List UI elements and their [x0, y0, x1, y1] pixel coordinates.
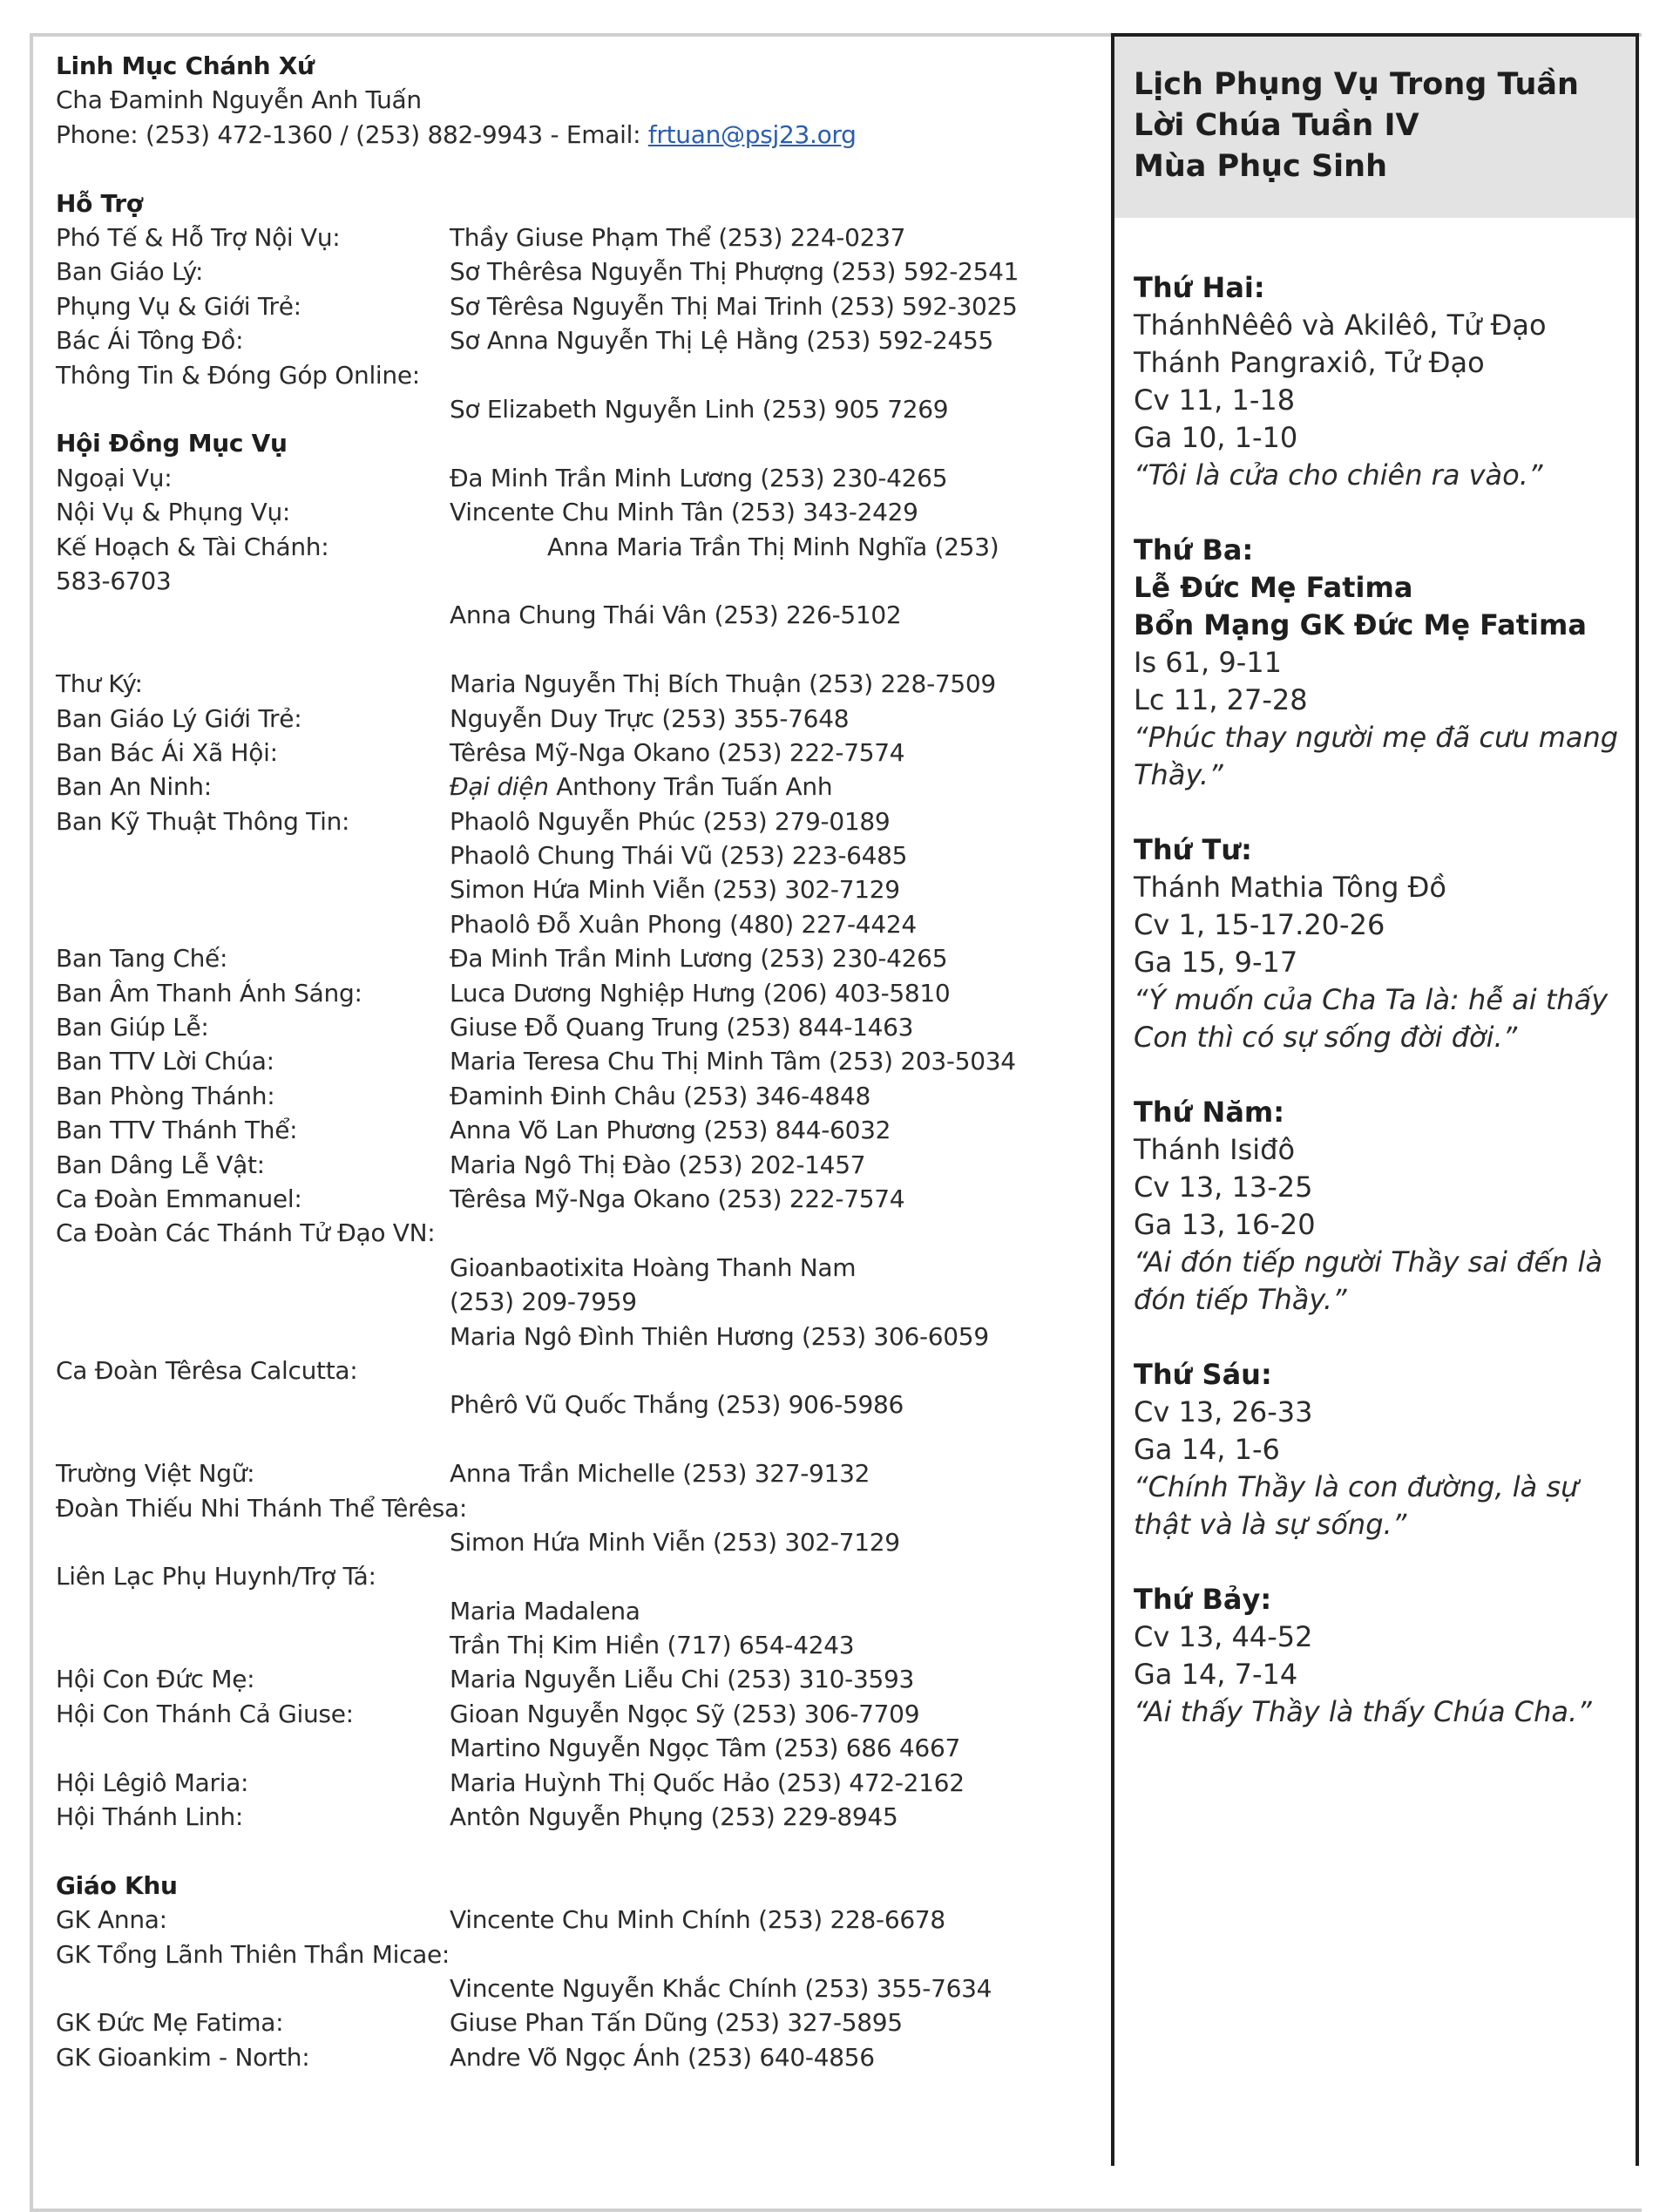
- reading-line: Cv 13, 44-52: [1134, 1620, 1313, 1653]
- council-list: [56, 461, 1101, 530]
- gospel-quote: “Tôi là cửa cho chiên ra vào.”: [1134, 458, 1543, 492]
- reading-line: Ga 13, 16-20: [1134, 1208, 1316, 1241]
- row-label: Hội Con Đức Mẹ:: [56, 1665, 255, 1694]
- row-value: Anna Trần Michelle (253) 327-9132: [450, 1459, 870, 1489]
- support-heading: Hỗ Trợ: [56, 188, 143, 218]
- row-label: Ban Kỹ Thuật Thông Tin:: [56, 806, 350, 836]
- directory-row: [56, 1903, 1101, 1937]
- row-value: Maria Nguyễn Liễu Chi (253) 310-3593: [450, 1665, 914, 1694]
- representative-prefix: Đại diện: [450, 772, 549, 802]
- row-value: Sơ Thêrêsa Nguyễn Thị Phượng (253) 592-2541: [450, 257, 1019, 287]
- liturgy-title-line: Lịch Phụng Vụ Trong Tuần: [1134, 67, 1579, 102]
- row-label: Hội Lêgiô Maria:: [56, 1768, 249, 1797]
- directory-row: [56, 1148, 1101, 1182]
- directory-row: [56, 1800, 1101, 1834]
- reading-line: Thánh Mathia Tông Đồ: [1134, 871, 1446, 904]
- row-label: GK Anna:: [56, 1905, 167, 1935]
- gospel-quote: Con thì có sự sống đời đời.”: [1134, 1021, 1518, 1054]
- directory-row: [56, 289, 1101, 323]
- row-label: Ban TTV Lời Chúa:: [56, 1047, 274, 1076]
- directory-row: [56, 1937, 1101, 1971]
- row-label: Ban Bác Ái Xã Hội:: [56, 737, 278, 767]
- organization-list: [56, 1456, 1101, 1834]
- directory-row: [56, 1491, 1101, 1525]
- directory-row: [56, 2005, 1101, 2039]
- row-label: Ca Đoàn Các Thánh Tử Đạo VN:: [56, 1218, 436, 1248]
- row-value: Sơ Elizabeth Nguyễn Linh (253) 905 7269: [450, 394, 949, 424]
- row-value: Vincente Chu Minh Chính (253) 228-6678: [450, 1905, 945, 1935]
- row-label: Thông Tin & Đóng Góp Online:: [56, 360, 420, 390]
- row-label: Ban Tang Chế:: [56, 944, 228, 974]
- directory-row: [56, 1559, 1101, 1593]
- row-label: GK Gioankim - North:: [56, 2042, 310, 2072]
- row-label: Ngoại Vụ:: [56, 463, 173, 492]
- liturgy-day: [1134, 532, 1626, 794]
- reading-line: ThánhNêêô và Akilêô, Tử Đạo: [1134, 309, 1547, 342]
- liturgy-days: [1134, 269, 1626, 1768]
- row-value: Giuse Đỗ Quang Trung (253) 844-1463: [450, 1013, 914, 1042]
- row-label: Bác Ái Tông Đồ:: [56, 326, 244, 356]
- liturgy-day: [1134, 269, 1626, 494]
- row-label: Trường Việt Ngữ:: [56, 1459, 255, 1489]
- directory-row: [56, 1697, 1101, 1731]
- directory-row: [56, 736, 1101, 770]
- liturgy-title-line: Mùa Phục Sinh: [1134, 149, 1388, 184]
- directory-row: [56, 530, 1101, 564]
- reading-line: Ga 14, 7-14: [1134, 1658, 1298, 1691]
- row-label: Thư Ký:: [56, 669, 143, 699]
- row-value: Anna Chung Thái Vân (253) 226-5102: [450, 600, 902, 630]
- row-value: Thầy Giuse Phạm Thể (253) 224-0237: [450, 223, 906, 253]
- row-label: GK Đức Mẹ Fatima:: [56, 2008, 284, 2038]
- directory-row: [56, 323, 1101, 357]
- day-name: Thứ Tư:: [1134, 833, 1252, 866]
- row-value: Simon Hứa Minh Viễn (253) 302-7129: [450, 1527, 900, 1557]
- directory-row: [56, 1010, 1101, 1044]
- parish-directory: [56, 49, 1101, 2074]
- gospel-quote: “Ý muốn của Cha Ta là: hễ ai thấy: [1134, 983, 1609, 1016]
- row-label: Ban Giúp Lễ:: [56, 1013, 209, 1042]
- day-name: Thứ Sáu:: [1134, 1358, 1272, 1391]
- row-value: Anna Võ Lan Phương (253) 844-6032: [450, 1116, 891, 1145]
- directory-row: [56, 358, 1101, 392]
- row-label: Ban Giáo Lý:: [56, 257, 204, 287]
- support-list: [56, 221, 1101, 426]
- liturgy-day: [1134, 1581, 1626, 1731]
- directory-row: [56, 598, 1101, 632]
- directory-row: [56, 1251, 1101, 1285]
- row-value: Antôn Nguyễn Phụng (253) 229-8945: [450, 1802, 898, 1832]
- pastor-contact: [56, 118, 1101, 152]
- row-label: Ban An Ninh:: [56, 772, 212, 802]
- row-label: Phụng Vụ & Giới Trẻ:: [56, 291, 301, 321]
- directory-row: [56, 941, 1101, 975]
- row-value: Phaolô Đỗ Xuân Phong (480) 227-4424: [450, 909, 917, 939]
- row-label: Nội Vụ & Phụng Vụ:: [56, 498, 291, 527]
- row-label: Kế Hoạch & Tài Chánh:: [56, 532, 329, 561]
- directory-row: [56, 872, 1101, 906]
- row-value: Maria Nguyễn Thị Bích Thuận (253) 228-7509: [450, 669, 996, 699]
- zone-list: [56, 1903, 1101, 2074]
- pastor-phones: Phone: (253) 472-1360 / (253) 882-9943 - Email:: [56, 119, 648, 149]
- gospel-quote: Thầy.”: [1134, 758, 1223, 791]
- reading-line: Ga 15, 9-17: [1134, 946, 1298, 979]
- directory-row: [56, 976, 1101, 1010]
- pastor-email-link[interactable]: frtuan@psj23.org: [647, 119, 857, 149]
- directory-row: [56, 907, 1101, 941]
- directory-row: [56, 1971, 1101, 2005]
- directory-row: [56, 702, 1101, 736]
- directory-row: [56, 770, 1101, 804]
- directory-row: [56, 1594, 1101, 1628]
- row-value: Sơ Anna Nguyễn Thị Lệ Hằng (253) 592-2455: [450, 326, 994, 356]
- gospel-quote: “Chính Thầy là con đường, là sự: [1134, 1470, 1579, 1503]
- row-label: Liên Lạc Phụ Huynh/Trợ Tá:: [56, 1562, 376, 1591]
- pastor-name: Cha Đaminh Nguyễn Anh Tuấn: [56, 85, 422, 115]
- ministry-list: [56, 667, 1101, 770]
- gospel-quote: đón tiếp Thầy.”: [1134, 1283, 1347, 1316]
- directory-row: [56, 1628, 1101, 1662]
- liturgy-header: [1114, 37, 1636, 218]
- directory-row: [56, 1320, 1101, 1354]
- row-value: Gioan Nguyễn Ngọc Sỹ (253) 306-7709: [450, 1699, 920, 1728]
- directory-row: [56, 667, 1101, 701]
- row-value: Têrêsa Mỹ-Nga Okano (253) 222-7574: [450, 737, 905, 767]
- pastor-heading: Linh Mục Chánh Xứ: [56, 51, 315, 80]
- directory-row: [56, 495, 1101, 529]
- directory-row: [56, 392, 1101, 426]
- reading-line: Ga 10, 1-10: [1134, 421, 1298, 454]
- row-value: Gioanbaotixita Hoàng Thanh Nam: [450, 1252, 857, 1282]
- row-label: Ban TTV Thánh Thể:: [56, 1116, 298, 1145]
- row-label: Ca Đoàn Emmanuel:: [56, 1184, 302, 1213]
- directory-row: [56, 1216, 1101, 1250]
- row-value: Maria Ngô Thị Đào (253) 202-1457: [450, 1150, 866, 1179]
- reading-line: Cv 13, 26-33: [1134, 1395, 1313, 1428]
- directory-row: [56, 1731, 1101, 1765]
- directory-row: [56, 1388, 1101, 1422]
- directory-row: [56, 1113, 1101, 1147]
- row-value: Maria Teresa Chu Thị Minh Tâm (253) 203-5034: [450, 1047, 1016, 1076]
- row-value: Maria Madalena: [450, 1596, 640, 1625]
- zones-heading: Giáo Khu: [56, 1870, 178, 1900]
- row-label: Ban Âm Thanh Ánh Sáng:: [56, 978, 362, 1008]
- day-name: Thứ Năm:: [1134, 1096, 1285, 1129]
- row-value: Đaminh Đinh Châu (253) 346-4848: [450, 1081, 870, 1110]
- row-value: Vincente Chu Minh Tân (253) 343-2429: [450, 498, 918, 527]
- row-label: Ca Đoàn Têrêsa Calcutta:: [56, 1355, 358, 1385]
- row-value: Phêrô Vũ Quốc Thắng (253) 906-5986: [450, 1390, 904, 1420]
- reading-line: Cv 11, 1-18: [1134, 383, 1296, 417]
- directory-row: [56, 221, 1101, 254]
- row-label: Ban Giáo Lý Giới Trẻ:: [56, 703, 302, 733]
- day-name: Thứ Ba:: [1134, 533, 1254, 567]
- row-value-wrap: 583-6703: [56, 566, 172, 595]
- row-label: Phó Tế & Hỗ Trợ Nội Vụ:: [56, 223, 341, 253]
- row-value: Têrêsa Mỹ-Nga Okano (253) 222-7574: [450, 1184, 905, 1213]
- representative-name: Anthony Trần Tuấn Anh: [548, 772, 833, 802]
- row-value: Luca Dương Nghiệp Hưng (206) 403-5810: [450, 978, 951, 1008]
- liturgy-panel: [1111, 33, 1639, 2166]
- row-value: Anna Maria Trần Thị Minh Nghĩa (253): [547, 532, 999, 561]
- directory-row: [56, 2040, 1101, 2074]
- liturgy-day: [1134, 1094, 1626, 1319]
- row-label: Ban Dâng Lễ Vật:: [56, 1150, 265, 1179]
- directory-row: [56, 1525, 1101, 1559]
- row-value: Đa Minh Trần Minh Lương (253) 230-4265: [450, 944, 948, 974]
- directory-row: [56, 1182, 1101, 1216]
- directory-row: [56, 1044, 1101, 1078]
- directory-row: [56, 1079, 1101, 1113]
- directory-row: [56, 1766, 1101, 1800]
- liturgy-title-line: Lời Chúa Tuần IV: [1134, 108, 1419, 143]
- gospel-quote: thật và là sự sống.”: [1134, 1508, 1407, 1541]
- row-value: Simon Hứa Minh Viễn (253) 302-7129: [450, 875, 900, 905]
- feast-title: Bổn Mạng GK Đức Mẹ Fatima: [1134, 608, 1587, 641]
- row-value: Phaolô Nguyễn Phúc (253) 279-0189: [450, 806, 891, 836]
- row-value: Maria Huỳnh Thị Quốc Hảo (253) 472-2162: [450, 1768, 965, 1797]
- directory-row: [56, 804, 1101, 838]
- council-heading: Hội Đồng Mục Vụ: [56, 429, 288, 458]
- row-value: (253) 209-7959: [450, 1287, 637, 1317]
- day-name: Thứ Bảy:: [1134, 1583, 1272, 1616]
- liturgy-day: [1134, 1356, 1626, 1544]
- liturgy-day: [1134, 831, 1626, 1056]
- row-value: Giuse Phan Tấn Dũng (253) 327-5895: [450, 2008, 903, 2038]
- directory-row: [56, 1456, 1101, 1490]
- row-value: Andre Võ Ngọc Ánh (253) 640-4856: [450, 2042, 875, 2072]
- row-label: GK Tổng Lãnh Thiên Thần Micae:: [56, 1939, 450, 1969]
- reading-line: Lc 11, 27-28: [1134, 683, 1308, 716]
- directory-row: [56, 838, 1101, 872]
- reading-line: Ga 14, 1-6: [1134, 1433, 1280, 1466]
- directory-row: [56, 461, 1101, 495]
- row-value: Trần Thị Kim Hiền (717) 654-4243: [450, 1631, 855, 1660]
- gospel-quote: “Phúc thay người mẹ đã cưu mang: [1134, 721, 1619, 754]
- row-label: Ban Phòng Thánh:: [56, 1081, 275, 1110]
- feast-title: Lễ Đức Mẹ Fatima: [1134, 571, 1413, 604]
- row-label: Hội Con Thánh Cả Giuse:: [56, 1699, 354, 1728]
- reading-line: Thánh Isiđô: [1134, 1133, 1296, 1166]
- row-value: Vincente Nguyễn Khắc Chính (253) 355-7634: [450, 1973, 992, 2003]
- reading-line: Thánh Pangraxiô, Tử Đạo: [1134, 346, 1485, 379]
- reading-line: Cv 13, 13-25: [1134, 1170, 1313, 1204]
- row-value: [450, 770, 832, 804]
- directory-row: [56, 254, 1101, 288]
- row-value: Maria Ngô Đình Thiên Hương (253) 306-6059: [450, 1321, 989, 1351]
- directory-row: [56, 1354, 1101, 1388]
- gospel-quote: “Ai đón tiếp người Thầy sai đến là: [1134, 1245, 1603, 1279]
- row-value: Martino Nguyễn Ngọc Tâm (253) 686 4667: [450, 1734, 960, 1763]
- row-label: Hội Thánh Linh:: [56, 1802, 244, 1832]
- gospel-quote: “Ai thấy Thầy là thấy Chúa Cha.”: [1134, 1695, 1592, 1728]
- directory-row: [56, 1285, 1101, 1319]
- row-value: Phaolô Chung Thái Vũ (253) 223-6485: [450, 841, 908, 871]
- row-label: Đoàn Thiếu Nhi Thánh Thể Têrêsa:: [56, 1493, 467, 1523]
- row-value: Nguyễn Duy Trực (253) 355-7648: [450, 703, 850, 733]
- ministry-list-continued: [56, 804, 1101, 1422]
- reading-line: Is 61, 9-11: [1134, 646, 1282, 679]
- reading-line: Cv 1, 15-17.20-26: [1134, 908, 1385, 941]
- day-name: Thứ Hai:: [1134, 271, 1265, 304]
- row-value: Sơ Têrêsa Nguyễn Thị Mai Trinh (253) 592-3025: [450, 291, 1018, 321]
- row-value: Đa Minh Trần Minh Lương (253) 230-4265: [450, 463, 948, 492]
- directory-row: [56, 1662, 1101, 1696]
